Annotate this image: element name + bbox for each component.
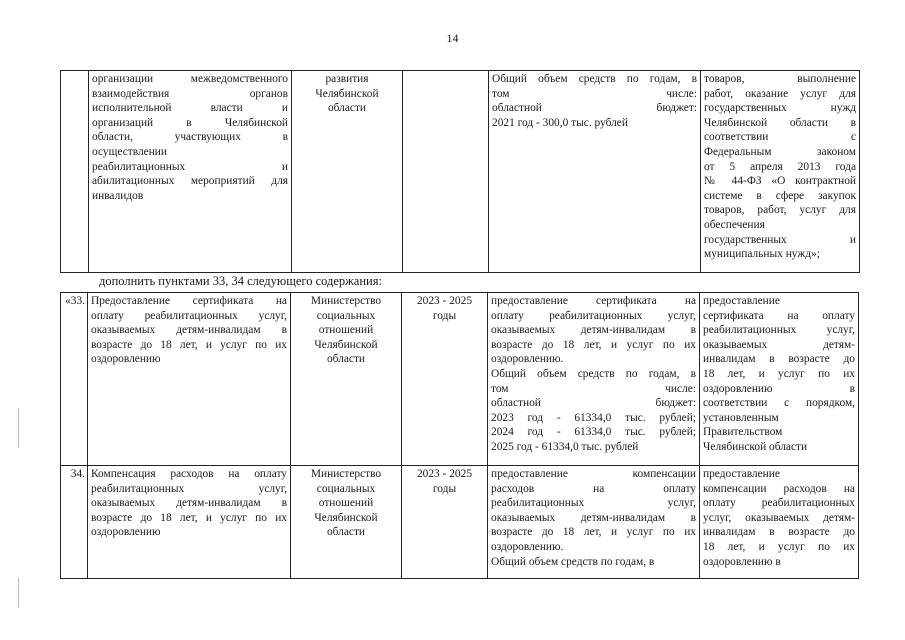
- cell-text-line: оплату реабилитационных: [703, 497, 855, 510]
- cell-text-line: оздоровлению: [91, 526, 161, 539]
- cell-text-line: Предоставление сертификата на: [91, 295, 287, 307]
- cell-text-line: Челябинской области в: [704, 116, 856, 129]
- cell-text-line: отношений: [318, 497, 374, 510]
- cell-text-line: услуг, оказываемых детям-: [703, 511, 855, 524]
- cell-mechanism: [701, 71, 860, 273]
- new-items-table: [60, 292, 859, 579]
- cell-funding: [488, 466, 700, 579]
- cell-text-line: оздоровлению: [91, 353, 161, 366]
- cell-executor: [291, 466, 402, 579]
- cell-mechanism: [700, 466, 859, 579]
- cell-text-line: работ, оказание услуг для: [704, 87, 856, 100]
- cell-text-line: оказываемых детям-инвалидам в: [91, 497, 287, 510]
- cell-text-line: осуществлении: [92, 145, 167, 158]
- cell-number: 34.: [61, 466, 88, 579]
- cell-text-line: возрасте до 18 лет, и услуг по их: [491, 526, 696, 539]
- cell-funding: [488, 293, 700, 466]
- cell-text-line: 18 лет, и услуг по их: [703, 540, 855, 553]
- cell-text-line: оказываемых детям-инвалидам в: [491, 324, 696, 337]
- cell-text-line: Челябинской: [314, 338, 378, 351]
- cell-text-line: 2023 - 2025: [416, 295, 473, 307]
- cell-text-line: 18 лет, и услуг по их: [703, 367, 855, 380]
- cell-text-line: социальных: [316, 309, 376, 322]
- cell-text-line: возрасте до 18 лет, и услуг по их: [491, 338, 696, 351]
- scan-margin-mark: [18, 408, 19, 448]
- cell-text-line: государственных нужд: [704, 102, 856, 115]
- cell-text-line: соответствии с: [704, 131, 856, 144]
- cell-number: [61, 71, 89, 273]
- cell-text-line: областной бюджет:: [491, 397, 696, 410]
- cell-text-line: 2025 год - 61334,0 тыс. рублей: [491, 440, 639, 453]
- cell-text-line: реабилитационных услуг,: [491, 497, 696, 510]
- cell-text-line: развития: [325, 73, 369, 85]
- cell-text-line: годы: [432, 482, 457, 495]
- cell-period: [402, 293, 488, 466]
- cell-text-line: области: [326, 353, 366, 366]
- cell-text-line: Челябинской: [315, 87, 379, 100]
- amendment-text: дополнить пунктами 33, 34 следующего содержания:: [99, 274, 382, 288]
- cell-text-line: Общий объем средств по годам, в: [491, 367, 696, 380]
- continued-table: [60, 70, 860, 273]
- cell-text-line: обеспечения: [704, 218, 765, 231]
- cell-text-line: расходов на оплату: [491, 482, 696, 495]
- cell-text-line: оздоровлению в: [703, 382, 855, 395]
- cell-text-line: товаров, работ, услуг для: [704, 204, 856, 217]
- cell-period: [402, 466, 488, 579]
- cell-executor: [292, 71, 403, 273]
- table-row: [61, 293, 859, 466]
- cell-text-line: предоставление: [703, 468, 780, 480]
- cell-activity: [88, 466, 291, 579]
- cell-text-line: предоставление: [703, 295, 780, 307]
- page-number: 14: [446, 31, 459, 45]
- cell-text-line: отношений: [318, 324, 374, 337]
- cell-executor: [291, 293, 402, 466]
- cell-mechanism: [700, 293, 859, 466]
- cell-text-line: Челябинской: [314, 511, 378, 524]
- cell-text-line: исполнительной власти и: [92, 102, 288, 115]
- cell-activity: [89, 71, 292, 273]
- cell-text-line: оплату реабилитационных услуг,: [91, 309, 287, 322]
- cell-text-line: муниципальных нужд»;: [704, 248, 820, 261]
- cell-text-line: абилитационных мероприятий для: [92, 175, 288, 188]
- cell-text-line: реабилитационных услуг,: [703, 324, 855, 337]
- cell-text-line: области, участвующих в: [92, 131, 288, 144]
- cell-text-line: Министерство: [310, 295, 382, 307]
- cell-text-line: областной бюджет:: [492, 102, 697, 115]
- cell-text-line: 2021 год - 300,0 тыс. рублей: [492, 116, 628, 129]
- cell-text-line: предоставление сертификата на: [491, 295, 696, 307]
- cell-text-line: компенсации расходов на: [703, 482, 855, 495]
- cell-text-line: организаций в Челябинской: [92, 116, 288, 129]
- cell-text-line: Челябинской области: [703, 440, 808, 453]
- cell-text-line: сертификата на оплату: [703, 309, 855, 322]
- cell-text-line: Компенсация расходов на оплату: [91, 468, 287, 480]
- cell-text-line: установленным: [703, 411, 779, 424]
- table-row: [61, 466, 859, 579]
- cell-text-line: возрасте до 18 лет, и услуг по их: [91, 338, 287, 351]
- cell-text-line: предоставление компенсации: [491, 468, 696, 480]
- cell-text-line: Федеральным законом: [704, 145, 856, 158]
- cell-text-line: Общий объем средств по годам, в: [492, 73, 697, 85]
- cell-text-line: 2024 год - 61334,0 тыс. рублей;: [491, 426, 696, 439]
- cell-text-line: области: [326, 526, 366, 539]
- cell-text-line: годы: [432, 309, 457, 322]
- cell-text-line: оказываемых детям-: [703, 338, 855, 351]
- cell-text-line: социальных: [316, 482, 376, 495]
- cell-text-line: области: [327, 102, 367, 115]
- cell-text-line: организации межведомственного: [92, 73, 288, 85]
- cell-text-line: взаимодействия органов: [92, 87, 288, 100]
- cell-text-line: Правительством: [703, 426, 783, 439]
- cell-text-line: 2023 - 2025: [416, 468, 473, 480]
- cell-funding: [489, 71, 701, 273]
- cell-text-line: возрасте до 18 лет, и услуг по их: [91, 511, 287, 524]
- cell-text-line: соответствии с порядком,: [703, 397, 855, 410]
- cell-text-line: 2023 год - 61334,0 тыс. рублей;: [491, 411, 696, 424]
- cell-text-line: том числе:: [491, 382, 696, 395]
- cell-text-line: оздоровлению.: [491, 353, 564, 366]
- cell-text-line: оздоровлению.: [491, 540, 564, 553]
- cell-text-line: оказываемых детям-инвалидам в: [491, 511, 696, 524]
- cell-period: [403, 71, 489, 273]
- cell-text-line: от 5 апреля 2013 года: [704, 160, 856, 173]
- cell-text-line: реабилитационных и: [92, 160, 288, 173]
- cell-text-line: государственных и: [704, 233, 856, 246]
- cell-text-line: реабилитационных услуг,: [91, 482, 287, 495]
- cell-text-line: Общий объем средств по годам, в: [491, 555, 655, 568]
- cell-text-line: Министерство: [310, 468, 382, 480]
- cell-text-line: инвалидам в возрасте до: [703, 353, 855, 366]
- cell-text-line: товаров, выполнение: [704, 73, 856, 85]
- cell-activity: [88, 293, 291, 466]
- cell-number: «33.: [61, 293, 88, 466]
- cell-text-line: № 44-ФЗ «О контрактной: [704, 175, 856, 188]
- scan-margin-mark: [18, 578, 19, 608]
- cell-text-line: том числе:: [492, 87, 697, 100]
- cell-text-line: оказываемых детям-инвалидам в: [91, 324, 287, 337]
- cell-text-line: инвалидов: [92, 189, 144, 202]
- cell-text-line: оздоровлению в: [703, 555, 781, 568]
- table-row: [61, 71, 860, 273]
- cell-text-line: системе в сфере закупок: [704, 189, 856, 202]
- cell-text-line: оплату реабилитационных услуг,: [491, 309, 696, 322]
- cell-text-line: инвалидам в возрасте до: [703, 526, 855, 539]
